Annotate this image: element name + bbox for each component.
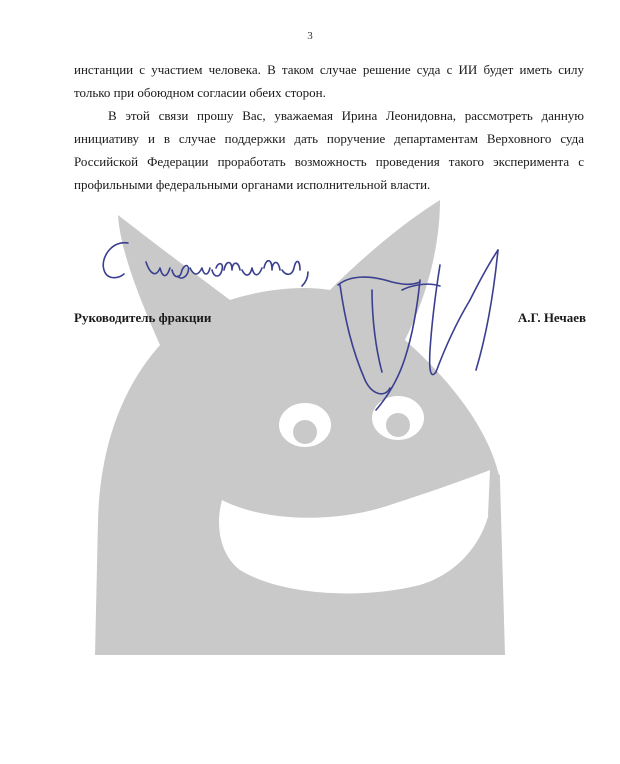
- letter-body: [74, 58, 584, 196]
- paragraph-continuation: инстанции с участием человека. В таком случае решение суда с ИИ будет иметь силу только при обоюдном согласии обеих сторон.: [74, 62, 584, 100]
- position-title: Руководитель фракции: [74, 310, 212, 325]
- page-number: 3: [307, 30, 313, 42]
- signer-name: А.Г. Нечаев: [517, 310, 586, 325]
- paragraph-request: В этой связи прошу Вас, уважаемая Ирина Леонидовна, рассмотреть данную инициативу и в случае поддержки дать поручение департаментам Верховного суда Российской Федерации проработать возможность проведения такого эксперимента с профильными федеральными органами исполнительной власти.: [74, 108, 584, 192]
